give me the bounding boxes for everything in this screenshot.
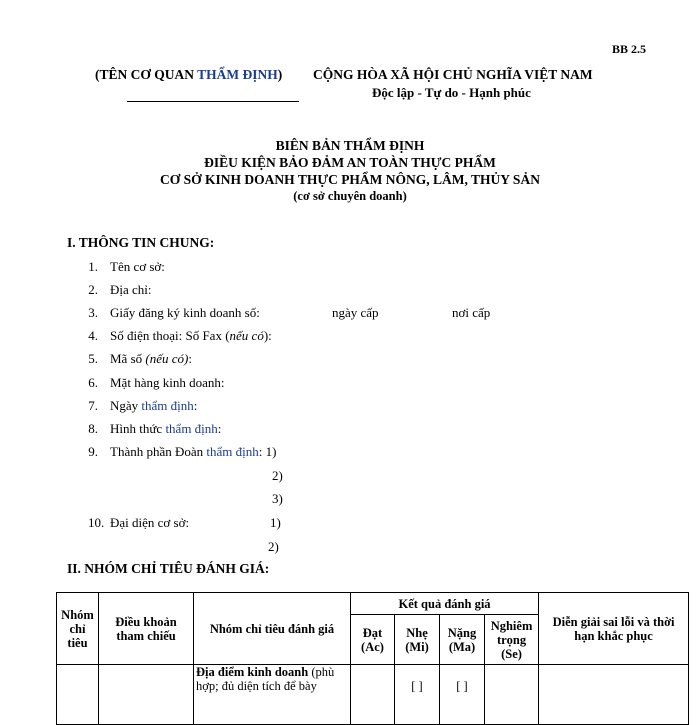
header-minor: Nhẹ (Mi): [395, 615, 440, 665]
checkbox-pass[interactable]: [351, 665, 395, 725]
checkbox-major[interactable]: [ ]: [440, 665, 485, 725]
section-1-heading: I. THÔNG TIN CHUNG:: [67, 235, 215, 250]
representative-2: 2): [268, 539, 279, 554]
header-explain: Diễn giải sai lỗi và thời hạn khắc phục: [539, 593, 689, 665]
representative-1: 1): [270, 515, 281, 530]
issue-date-label: ngày cấp: [332, 305, 379, 320]
agency-underline: [127, 101, 299, 102]
cell-clause: [99, 665, 194, 725]
checkbox-serious[interactable]: [485, 665, 539, 725]
header-serious: Nghiêm trọng (Se): [485, 615, 539, 665]
appraisal-link[interactable]: thẩm định: [206, 444, 259, 459]
title-line-2: ĐIỀU KIỆN BẢO ĐẢM AN TOÀN THỰC PHẨM: [204, 155, 496, 170]
appraisal-link[interactable]: thẩm định: [165, 421, 218, 436]
checkbox-minor[interactable]: [ ]: [395, 665, 440, 725]
country-name: CỘNG HÒA XÃ HỘI CHỦ NGHĨA VIỆT NAM: [313, 67, 593, 82]
header-pass: Đạt (Ac): [351, 615, 395, 665]
agency-name: [95, 67, 282, 83]
member-3: 3): [272, 491, 283, 506]
cell-group: [57, 665, 99, 725]
agency-prefix: (TÊN CƠ QUAN: [95, 67, 198, 82]
header-major: Nặng (Ma): [440, 615, 485, 665]
agency-link[interactable]: THẨM ĐỊNH: [197, 67, 278, 82]
title-line-4: (cơ sở chuyên doanh): [293, 189, 407, 203]
header-clause: Điều khoản tham chiếu: [99, 593, 194, 665]
member-2: 2): [272, 468, 283, 483]
header-criteria: Nhóm chỉ tiêu đánh giá: [194, 593, 351, 665]
motto: Độc lập - Tự do - Hạnh phúc: [372, 85, 531, 100]
evaluation-table: [56, 592, 689, 725]
cell-criteria: Địa điểm kinh doanh (phù hợp; đủ diện tích để bày: [194, 665, 351, 725]
appraisal-link[interactable]: thẩm định: [141, 398, 194, 413]
header-result: Kết quả đánh giá: [351, 593, 539, 615]
title-line-1: BIÊN BẢN THẨM ĐỊNH: [275, 138, 425, 153]
section-2-heading: II. NHÓM CHỈ TIÊU ĐÁNH GIÁ:: [67, 561, 270, 576]
title-line-3: CƠ SỞ KINH DOANH THỰC PHẨM NÔNG, LÂM, THỦY SẢN: [160, 172, 540, 187]
issue-place-label: nơi cấp: [452, 305, 491, 320]
form-code: BB 2.5: [612, 42, 647, 56]
table-row: [57, 665, 689, 725]
cell-explain: [539, 665, 689, 725]
agency-suffix: ): [277, 67, 283, 82]
header-group: Nhóm chỉ tiêu: [57, 593, 99, 665]
